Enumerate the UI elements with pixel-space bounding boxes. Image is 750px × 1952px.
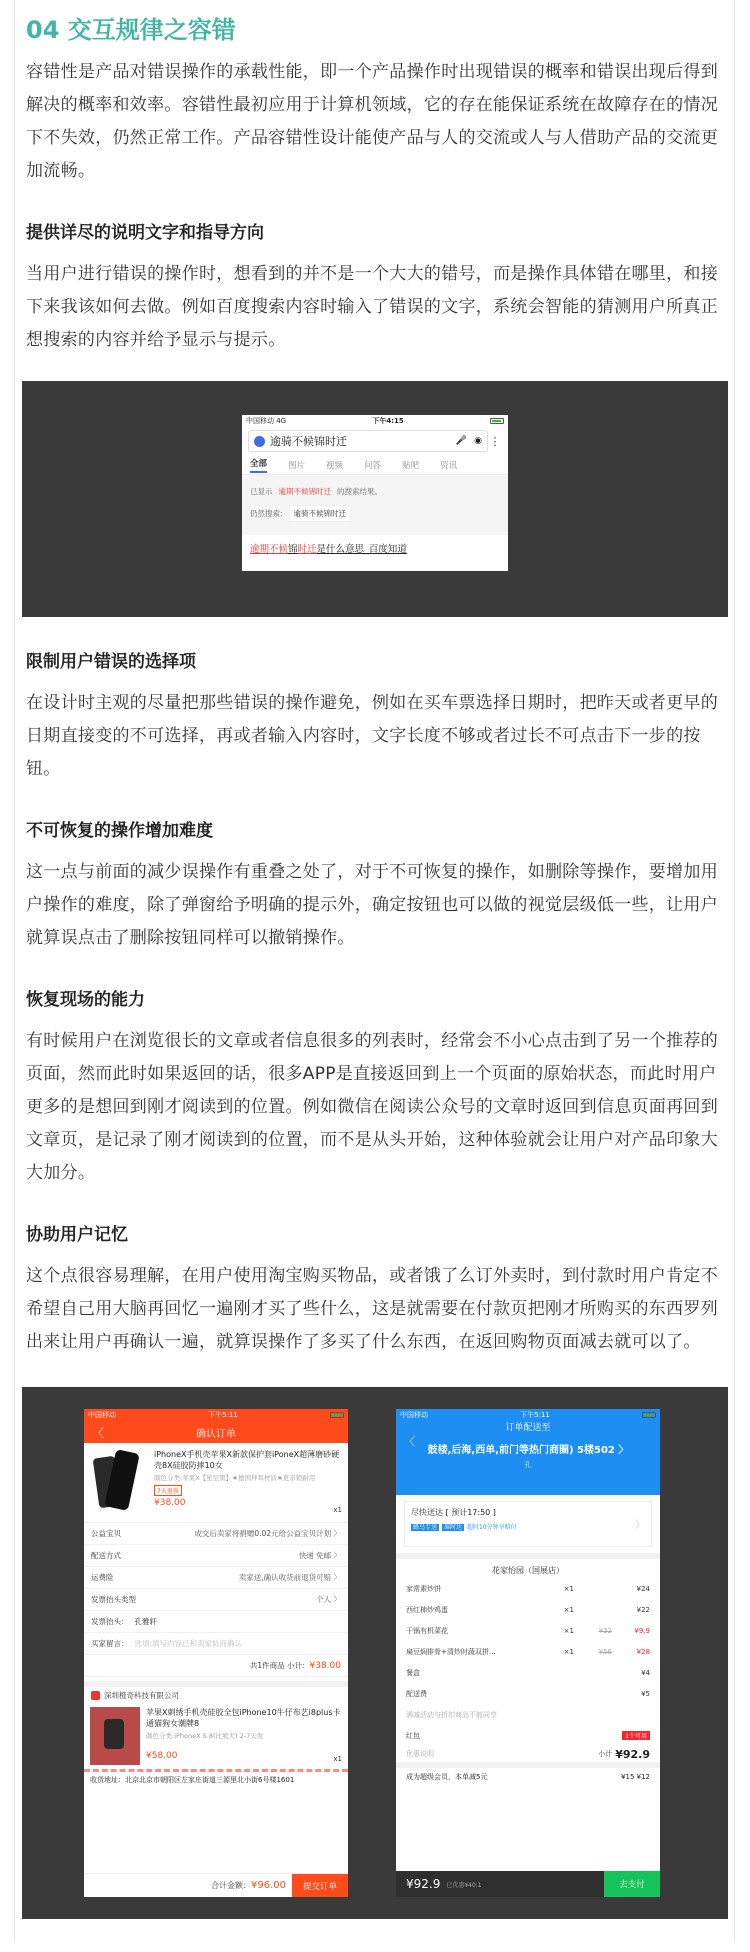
item-qty: ×1 — [563, 1647, 574, 1656]
order-item — [396, 1683, 660, 1704]
intro-paragraph: 容错性是产品对错误操作的承载性能，即一个产品操作时出现错误的概率和错误出现后得到解决的概率和效率。容错性最初应用于计算机领域，它的存在能保证系统在故障存在的情况下不失效，仍然正常工作。产品容错性设计能使产品与人的交流或人与人借助产品的交流更加流畅。 — [26, 62, 718, 181]
heading-guidance: 提供详尽的说明文字和指导方向 — [26, 223, 264, 243]
microphone-icon[interactable]: 🎤 — [455, 436, 468, 446]
payment-bar — [396, 1871, 660, 1897]
original-term-link[interactable]: 逾骑不候锦时迁 — [289, 505, 352, 522]
item-price: ¥28 — [636, 1647, 650, 1656]
result-mid: 锦 — [288, 544, 298, 555]
total-amount — [84, 1880, 292, 1891]
order-subtotal — [84, 1655, 348, 1677]
badge-fengniao: 蜂鸟专送 — [413, 1524, 438, 1531]
row-key: 公益宝贝 — [91, 1529, 121, 1538]
subtotal-label: 小计 — [598, 1750, 613, 1758]
heading-restore: 恢复现场的能力 — [26, 990, 145, 1010]
heading-limit-choices: 限制用户错误的选择项 — [26, 652, 196, 672]
shipping-address[interactable]: 收货地址：北京北京市朝阳区左家庄街道三源里北小街6号楼1601 — [84, 1769, 348, 1787]
page-title: 订单配送至 — [505, 1423, 551, 1433]
row-value: 卖家送,确认收货前退货可赔 〉 — [238, 1573, 341, 1582]
paragraph-limit-choices: 在设计时主观的尽量把那些错误的操作避免，例如在买车票选择日期时，把昨天或者更早的日期直接变的不可选择，再或者输入内容时，文字长度不够或者过长不可点击下一步的按钮。 — [26, 693, 718, 779]
time-label: 下午4:15 — [372, 417, 404, 425]
battery-icon — [330, 1412, 344, 1418]
item-price: ¥24 — [636, 1584, 650, 1593]
delivery-time-card[interactable] — [404, 1501, 652, 1547]
correction-hint — [242, 475, 508, 535]
shown-suffix: 的搜索结果。 — [337, 486, 382, 496]
red-packet-badge: 1个可用 — [622, 1731, 650, 1740]
nav-bar — [84, 1421, 348, 1443]
product-title: iPhoneX手机壳苹果X新款保护套iPoneX超薄磨砂硬壳8X硅胶防摔10女 — [154, 1450, 340, 1470]
item-price: ¥22 — [636, 1605, 650, 1614]
order-screenshots — [22, 1387, 728, 1919]
item-name: 家常素炒饼 — [406, 1584, 441, 1593]
product-quantity: x1 — [333, 1506, 342, 1514]
tab-videos[interactable]: 视频 — [326, 460, 344, 471]
tab-qa[interactable]: 问答 — [364, 460, 382, 471]
tab-all[interactable]: 全部 — [250, 457, 267, 473]
payment-discount: 已优惠¥40.1 — [446, 1881, 482, 1889]
vip-text: 成为超级会员，本单减5元 — [406, 1773, 488, 1781]
eleme-phone — [396, 1409, 660, 1897]
search-tabs — [242, 455, 508, 475]
row-value: 成交后卖家将捐赠0.02元给公益宝贝计划 〉 — [194, 1529, 341, 1538]
item-name: 配送费 — [406, 1689, 427, 1698]
product-thumbnail — [90, 1449, 148, 1511]
search-query: 逾骑不候锦时迁 — [270, 435, 347, 448]
subtotal-label: 共1件商品 小计： — [249, 1661, 310, 1670]
item-name: 西红柿炒鸡蛋 — [406, 1605, 448, 1614]
row-value: 孔雅轩 — [134, 1617, 157, 1626]
chevron-right-icon: 〉 — [635, 1520, 645, 1531]
coupon-info-link[interactable]: 优惠说明 — [406, 1750, 434, 1758]
item-name: 餐盒 — [406, 1668, 420, 1677]
status-bar — [396, 1409, 660, 1421]
vip-price: ¥15 ¥12 — [621, 1773, 650, 1781]
badge-text: 超时10分钟享赔付 — [467, 1524, 517, 1531]
product-quantity: x1 — [333, 1755, 342, 1763]
item-name: 扁豆焖排骨+清炒时蔬双拼... — [406, 1647, 496, 1656]
paragraph-guidance: 当用户进行错误的操作时，想看到的并不是一个大大的错号，而是操作具体错在哪里，和接下来我该如何去做。例如百度搜索内容时输入了错误的文字，系统会智能的猜测用户所真正想搜索的内容并给予显示与提示。 — [26, 264, 718, 350]
product-price: ¥58.00 — [146, 1751, 178, 1761]
heading-irreversible: 不可恢复的操作增加难度 — [26, 821, 213, 841]
order-row-invoice-title[interactable] — [84, 1611, 348, 1633]
product-spec: 颜色分类:iPhoneX 5.8(比熊犬) 2-7天发 — [146, 1732, 264, 1740]
product-spec: 颜色分类:苹果X【星空黑】★德国拜耳材质★更亲锁耐用 — [154, 1474, 316, 1482]
order-row-invoice-type[interactable] — [84, 1589, 348, 1611]
eleme-subtotal — [396, 1746, 660, 1768]
tab-tieba[interactable]: 贴吧 — [402, 460, 420, 471]
result-tail: 是什么意思_百度知道 — [316, 544, 407, 555]
tab-images[interactable]: 图片 — [288, 460, 306, 471]
row-value: 个人 〉 — [316, 1595, 341, 1604]
item-qty: ×1 — [563, 1605, 574, 1614]
item-qty: ×1 — [563, 1584, 574, 1593]
baidu-phone — [242, 415, 508, 571]
paragraph-restore: 有时候用户在浏览很长的文章或者信息很多的列表时，经常会不小心点击到了另一个推荐的页面，然而此时如果返回的话，很多APP是直接返回到上一个页面的原始状态，而此时用户更多的是想回到刚才阅读到的位置。例如微信在阅读公众号的文章时返回到信息页面再回到文章页，是记录了刚才阅读到的位置，而不是从头开始，这种体验就会让用户对产品印象大大加分。 — [26, 1031, 718, 1183]
item-price: ¥5 — [641, 1689, 650, 1698]
delivery-address[interactable]: 鼓楼,后海,西单,前门等热门商圈) 5楼502 〉 — [427, 1445, 629, 1456]
item-name: 干锅有机菜花 — [406, 1626, 448, 1635]
section-title: 04 交互规律之容错 — [26, 16, 236, 44]
product-item-1[interactable] — [84, 1443, 348, 1523]
message-placeholder: 选填:填写内容已和卖家协商确认 — [134, 1639, 243, 1648]
order-row-insurance[interactable] — [84, 1567, 348, 1589]
corrected-term-link[interactable]: 逾期不候锦时迁 — [278, 486, 331, 496]
badge-ontime: 准时达 — [444, 1524, 463, 1531]
restaurant-name: 花家怡园（国展店） — [396, 1553, 660, 1578]
buyer-message-field[interactable] — [84, 1633, 348, 1655]
taobao-phone — [84, 1409, 348, 1897]
promo-note-text: 满减活动与折扣商品不能同享 — [406, 1710, 497, 1719]
total-value: ¥96.00 — [251, 1880, 286, 1891]
row-key: 发票抬头： — [91, 1617, 129, 1626]
still-search-label: 仍然搜索: — [250, 508, 283, 518]
row-key: 买家留言： — [91, 1639, 129, 1648]
order-item — [396, 1662, 660, 1683]
product-item-2[interactable] — [84, 1703, 348, 1769]
first-result[interactable] — [242, 535, 508, 561]
status-bar — [84, 1409, 348, 1421]
row-key: 发票抬头类型 — [91, 1595, 136, 1604]
shop-name: 深圳橙奇科技有限公司 — [104, 1690, 179, 1700]
checkout-bar — [84, 1873, 348, 1897]
left-border — [14, 0, 15, 1941]
status-bar — [242, 415, 508, 427]
shown-results-line — [250, 480, 500, 502]
shop-header[interactable] — [84, 1681, 348, 1703]
carrier-label: 中国移动 — [88, 1411, 116, 1419]
search-bar — [248, 430, 502, 452]
payment-amount: ¥92.9 — [406, 1877, 441, 1891]
shop-icon — [91, 1691, 100, 1700]
carrier-label: 中国移动 4G — [246, 417, 287, 425]
product-price: ¥38.00 — [154, 1498, 186, 1508]
paragraph-memory: 这个点很容易理解，在用户使用淘宝购买物品，或者饿了么订外卖时，到付款时用户肯定不希望自己用大脑再回忆一遍刚才买了些什么，这是就需要在付款页把刚才所购买的东西罗列出来让用户再确认一遍，就算误操作了多买了什么东西，在返回购物页面减去就可以了。 — [26, 1266, 718, 1352]
back-icon[interactable]: 〈 — [92, 1425, 105, 1440]
item-price: ¥4 — [641, 1668, 650, 1677]
taobao-header — [84, 1409, 348, 1443]
order-row-shipping[interactable] — [84, 1545, 348, 1567]
baidu-logo-icon — [254, 436, 265, 447]
red-packet-label: 红包 — [406, 1731, 420, 1740]
product-info — [154, 1449, 342, 1516]
subtotal-value: ¥38.00 — [309, 1660, 341, 1671]
delivery-time: 尽快送达 [ 预计17:50 ] — [411, 1508, 496, 1517]
search-input[interactable] — [248, 430, 488, 452]
order-item — [396, 1620, 660, 1641]
order-item — [396, 1641, 660, 1662]
super-member-row[interactable] — [396, 1768, 660, 1786]
item-orig-price: ¥22 — [598, 1626, 612, 1635]
eleme-header — [396, 1409, 660, 1495]
result-highlight-1: 逾期不候 — [250, 544, 289, 555]
back-icon[interactable]: 〈 — [404, 1435, 415, 1448]
promo-note — [396, 1704, 660, 1725]
product-title: 苹果X刺绣手机壳硅胶全包iPhone10牛仔布艺i8plus卡通猫狗女潮牌8 — [146, 1708, 341, 1728]
product-thumbnail — [90, 1707, 140, 1765]
time-label: 下午5:11 — [208, 1411, 238, 1419]
item-qty: ×1 — [563, 1626, 574, 1635]
battery-icon — [490, 418, 504, 424]
order-item — [396, 1578, 660, 1599]
result-highlight-2: 时迁 — [297, 544, 317, 555]
heading-memory: 协助用户记忆 — [26, 1225, 128, 1245]
product-info — [146, 1707, 342, 1765]
submit-order-button[interactable]: 提交订单 — [292, 1874, 348, 1898]
red-packet-row[interactable] — [396, 1725, 660, 1746]
row-key: 运费险 — [91, 1573, 114, 1582]
subtotal-value: ¥92.9 — [615, 1747, 650, 1761]
still-search-line — [250, 502, 500, 524]
delivery-badges — [411, 1522, 645, 1531]
total-label: 合计金额： — [211, 1881, 251, 1890]
right-border — [734, 0, 735, 1941]
shown-prefix: 已显示 — [250, 486, 273, 496]
more-icon[interactable]: ⋮ — [489, 434, 501, 448]
item-price: ¥9.9 — [634, 1626, 650, 1635]
recipient-name: 孔 — [524, 1461, 532, 1469]
time-label: 下午5:11 — [520, 1411, 550, 1419]
return-badge: 7天退换 — [154, 1485, 182, 1496]
row-value: 快递 免邮 〉 — [298, 1551, 341, 1560]
order-row-charity[interactable] — [84, 1523, 348, 1545]
tab-news[interactable]: 资讯 — [440, 460, 458, 471]
paragraph-irreversible: 这一点与前面的减少误操作有重叠之处了，对于不可恢复的操作，如删除等操作，要增加用户操作的难度，除了弹窗给予明确的提示外，确定按钮也可以做的视觉层级低一些，让用户就算误点击了删除按钮同样可以撤销操作。 — [26, 862, 718, 948]
page-title: 确认订单 — [196, 1428, 236, 1440]
battery-icon — [642, 1412, 656, 1418]
baidu-screenshot — [22, 381, 728, 617]
carrier-label: 中国移动 — [400, 1411, 428, 1419]
order-item — [396, 1599, 660, 1620]
row-key: 配送方式 — [91, 1551, 121, 1560]
item-orig-price: ¥56 — [598, 1647, 612, 1656]
pay-button[interactable]: 去支付 — [604, 1871, 660, 1897]
camera-icon[interactable]: ◉ — [474, 436, 482, 446]
